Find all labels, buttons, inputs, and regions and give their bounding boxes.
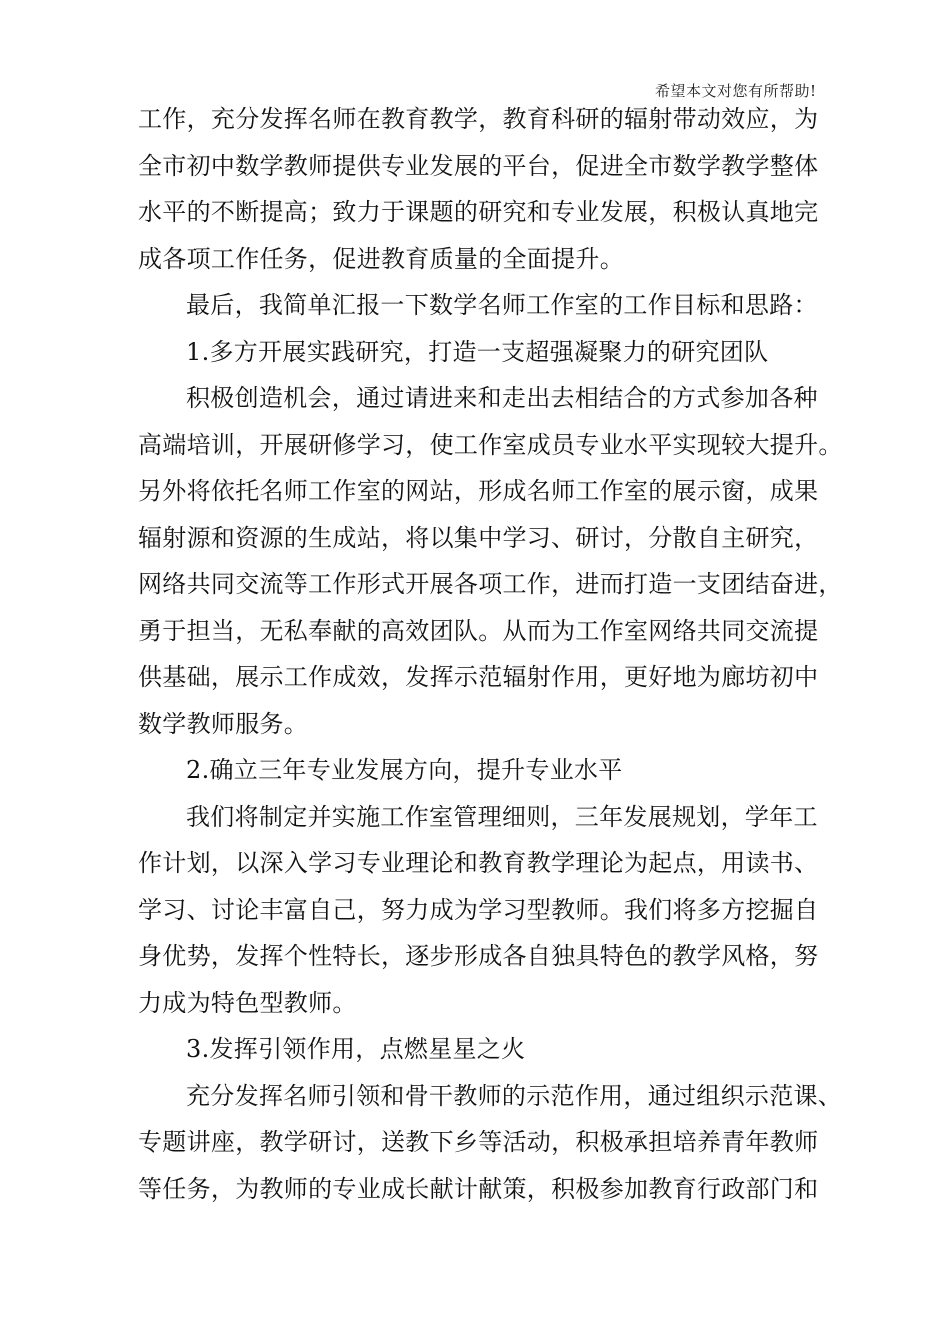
text-line: 成各项工作任务，促进教育质量的全面提升。 [138,244,624,273]
text-line: 充分发挥名师引领和骨干教师的示范作用，通过组织示范课、 [186,1081,843,1110]
text-line: 作计划，以深入学习专业理论和教育教学理论为起点，用读书、 [138,849,819,877]
text-line: 供基础，展示工作成效，发挥示范辐射作用，更好地为廊坊初中 [138,663,819,691]
text-line: 高端培训，开展研修学习，使工作室成员专业水平实现较大提升。 [138,430,843,459]
text-line: 勇于担当，无私奉献的高效团队。从而为工作室网络共同交流提 [138,616,819,645]
text-line: 另外将依托名师工作室的网站，形成名师工作室的展示窗，成果 [138,477,819,505]
text-line: 等任务，为教师的专业成长献计献策，积极参加教育行政部门和 [138,1174,819,1203]
document-body [138,96,843,1212]
text-line: 我们将制定并实施工作室管理细则，三年发展规划，学年工 [186,802,818,831]
text-line: 工作，充分发挥名师在教育教学，教育科研的辐射带动效应，为 [138,105,819,133]
header-note: 希望本文对您有所帮助! [655,82,817,100]
text-line: 3.发挥引领作用，点燃星星之火 [186,1035,526,1063]
text-line: 身优势，发挥个性特长，逐步形成各自独具特色的教学风格，努 [138,942,819,970]
text-line: 积极创造机会，通过请进来和走出去相结合的方式参加各种 [186,384,818,412]
text-line: 最后，我简单汇报一下数学名师工作室的工作目标和思路： [186,291,818,319]
text-line: 学习、讨论丰富自己，努力成为学习型教师。我们将多方挖掘自 [138,895,819,924]
text-line: 力成为特色型教师。 [138,988,357,1017]
text-line: 数学教师服务。 [138,709,309,738]
text-line: 全市初中数学教师提供专业发展的平台，促进全市数学教学整体 [138,151,819,180]
text-line: 网络共同交流等工作形式开展各项工作，进而打造一支团结奋进， [138,570,843,598]
text-line: 水平的不断提高；致力于课题的研究和专业发展，积极认真地完 [138,198,819,226]
text-line: 辐射源和资源的生成站，将以集中学习、研讨，分散自主研究， [138,523,819,552]
text-line: 专题讲座，教学研讨，送教下乡等活动，积极承担培养青年教师 [138,1128,819,1156]
text-line: 2.确立三年专业发展方向，提升专业水平 [186,756,623,784]
text-line: 1.多方开展实践研究，打造一支超强凝聚力的研究团队 [186,337,769,366]
